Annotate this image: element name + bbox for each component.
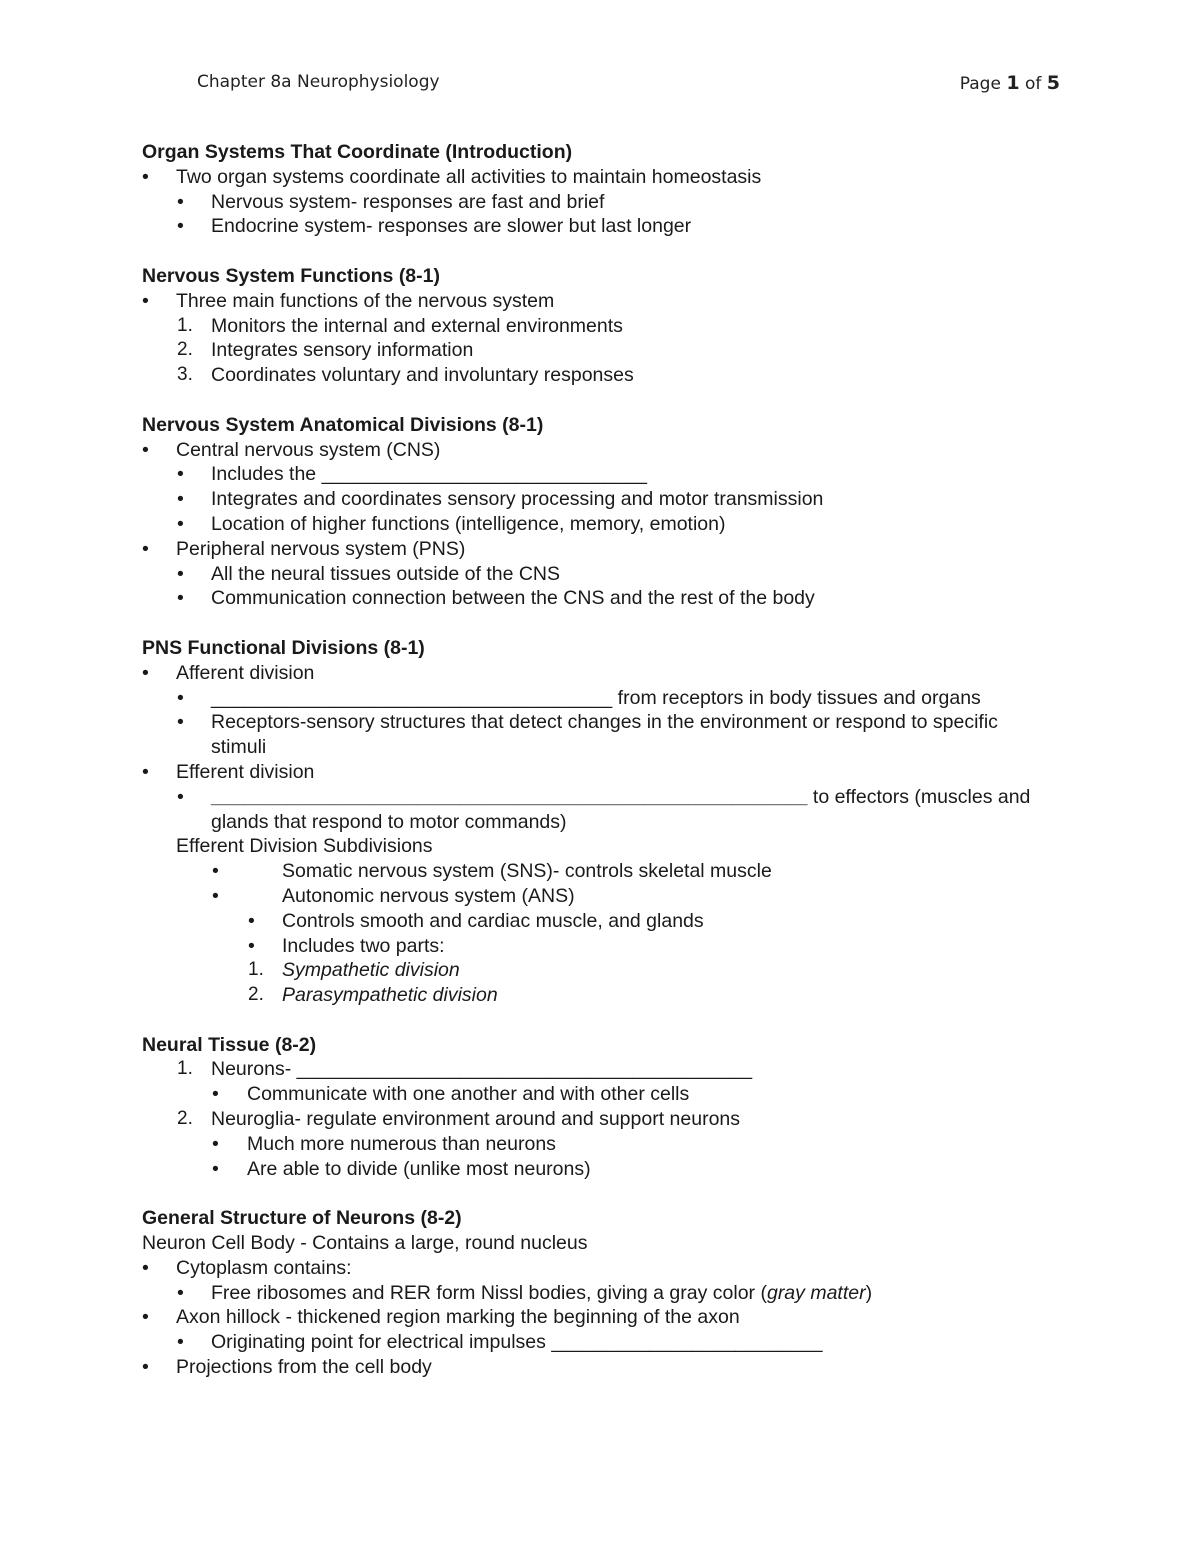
- list-item: • _______________________________________________________ to effectors (muscles and glands that respond to motor commands): [177, 785, 1031, 833]
- list-number: 1.: [248, 959, 264, 981]
- list-item: • Controls smooth and cardiac muscle, and glands: [248, 909, 704, 932]
- list-item: • Includes the ______________________________: [177, 463, 647, 486]
- list-item: • Two organ systems coordinate all activities to maintain homeostasis: [142, 165, 762, 188]
- list-number: 3.: [177, 364, 193, 386]
- numbered-item: 3. Coordinates voluntary and involuntary responses: [177, 364, 634, 387]
- bullet-icon: •: [142, 1306, 149, 1329]
- numbered-item: 1. Sympathetic division: [248, 959, 460, 982]
- subheading: Efferent Division Subdivisions: [176, 835, 433, 858]
- list-item: • Three main functions of the nervous system: [142, 289, 555, 312]
- list-item: • Communication connection between the CNS and the rest of the body: [177, 587, 815, 610]
- list-item: • Axon hillock - thickened region marking the beginning of the axon: [142, 1306, 740, 1329]
- page-current: 1: [1006, 72, 1020, 94]
- numbered-item: 1. Monitors the internal and external environments: [177, 314, 623, 337]
- bullet-icon: •: [142, 1356, 149, 1379]
- list-item: • Endocrine system- responses are slower but last longer: [177, 215, 692, 238]
- list-item: • Efferent division: [142, 760, 315, 783]
- section-heading: Neural Tissue (8-2): [142, 1033, 317, 1056]
- numbered-item: 2. Neuroglia- regulate environment around and support neurons: [177, 1108, 741, 1131]
- list-item: • Much more numerous than neurons: [212, 1132, 556, 1155]
- bullet-icon: •: [177, 463, 184, 486]
- bullet-icon: •: [142, 165, 149, 188]
- fill-in-blank: _______________________________________________________: [211, 785, 808, 808]
- numbered-item: 2. Integrates sensory information: [177, 339, 474, 362]
- bullet-icon: •: [248, 909, 255, 932]
- bullet-icon: •: [177, 190, 184, 213]
- list-item: • Cytoplasm contains:: [142, 1256, 352, 1279]
- list-item: • Afferent division: [142, 661, 315, 684]
- page-number: [960, 72, 1060, 94]
- emphasis-term: gray matter: [766, 1281, 866, 1304]
- list-number: 2.: [177, 339, 193, 361]
- bullet-icon: •: [142, 537, 149, 560]
- bullet-icon: •: [142, 289, 149, 312]
- bullet-icon: •: [212, 1157, 219, 1180]
- list-number: 1.: [177, 1058, 193, 1080]
- list-item: • Includes two parts:: [248, 934, 445, 957]
- list-item: • Free ribosomes and RER form Nissl bodies, giving a gray color (gray matter): [177, 1281, 873, 1304]
- bullet-icon: •: [177, 711, 184, 734]
- section-heading: Nervous System Anatomical Divisions (8-1): [142, 413, 544, 436]
- bullet-icon: •: [142, 1256, 149, 1279]
- list-number: 2.: [248, 984, 264, 1006]
- bullet-icon: •: [177, 215, 184, 238]
- bullet-icon: •: [177, 562, 184, 585]
- list-number: 2.: [177, 1108, 193, 1130]
- paragraph: Neuron Cell Body - Contains a large, round nucleus: [142, 1232, 588, 1255]
- page-total: 5: [1046, 72, 1060, 94]
- list-item: • All the neural tissues outside of the CNS: [177, 562, 561, 585]
- bullet-icon: •: [177, 785, 184, 808]
- list-item: • Are able to divide (unlike most neurons): [212, 1157, 591, 1180]
- document-body: [142, 140, 1042, 1380]
- list-number: 1.: [177, 314, 193, 336]
- bullet-icon: •: [177, 1331, 184, 1354]
- section-heading: PNS Functional Divisions (8-1): [142, 636, 425, 659]
- page-label: Page: [959, 74, 1001, 94]
- list-item: • Peripheral nervous system (PNS): [142, 537, 466, 560]
- list-item: • Originating point for electrical impulses _________________________: [177, 1331, 823, 1354]
- bullet-icon: •: [177, 587, 184, 610]
- bullet-icon: •: [212, 884, 219, 907]
- bullet-icon: •: [177, 686, 184, 709]
- bullet-icon: •: [142, 760, 149, 783]
- bullet-icon: •: [142, 438, 149, 461]
- list-item: • Nervous system- responses are fast and brief: [177, 190, 605, 213]
- document-title: Chapter 8a Neurophysiology: [197, 72, 440, 92]
- numbered-item: 1. Neurons- __________________________________________: [177, 1058, 753, 1081]
- list-item: • Receptors-sensory structures that detect changes in the environment or respond to specific stimuli: [177, 711, 998, 759]
- bullet-icon: •: [248, 934, 255, 957]
- numbered-item: 2. Parasympathetic division: [248, 984, 498, 1007]
- page-of: of: [1024, 74, 1042, 94]
- section-heading: General Structure of Neurons (8-2): [142, 1207, 462, 1230]
- bullet-icon: •: [212, 1083, 219, 1106]
- list-item: • Autonomic nervous system (ANS): [212, 884, 575, 907]
- list-item: • Central nervous system (CNS): [142, 438, 441, 461]
- section-heading: Organ Systems That Coordinate (Introduction): [142, 141, 573, 163]
- bullet-icon: •: [212, 860, 219, 883]
- list-item: • Projections from the cell body: [142, 1356, 432, 1379]
- bullet-icon: •: [142, 661, 149, 684]
- list-item: • Communicate with one another and with other cells: [212, 1083, 690, 1106]
- bullet-icon: •: [212, 1132, 219, 1155]
- list-item: • Somatic nervous system (SNS)- controls skeletal muscle: [212, 860, 772, 883]
- section-heading: Nervous System Functions (8-1): [142, 264, 440, 287]
- bullet-icon: •: [177, 1281, 184, 1304]
- bullet-icon: •: [177, 512, 184, 535]
- list-item: • Integrates and coordinates sensory processing and motor transmission: [177, 488, 824, 511]
- bullet-icon: •: [177, 488, 184, 511]
- list-item: • _____________________________________ from receptors in body tissues and organs: [177, 686, 981, 709]
- page-header: [197, 72, 1060, 102]
- list-item: • Location of higher functions (intelligence, memory, emotion): [177, 512, 726, 535]
